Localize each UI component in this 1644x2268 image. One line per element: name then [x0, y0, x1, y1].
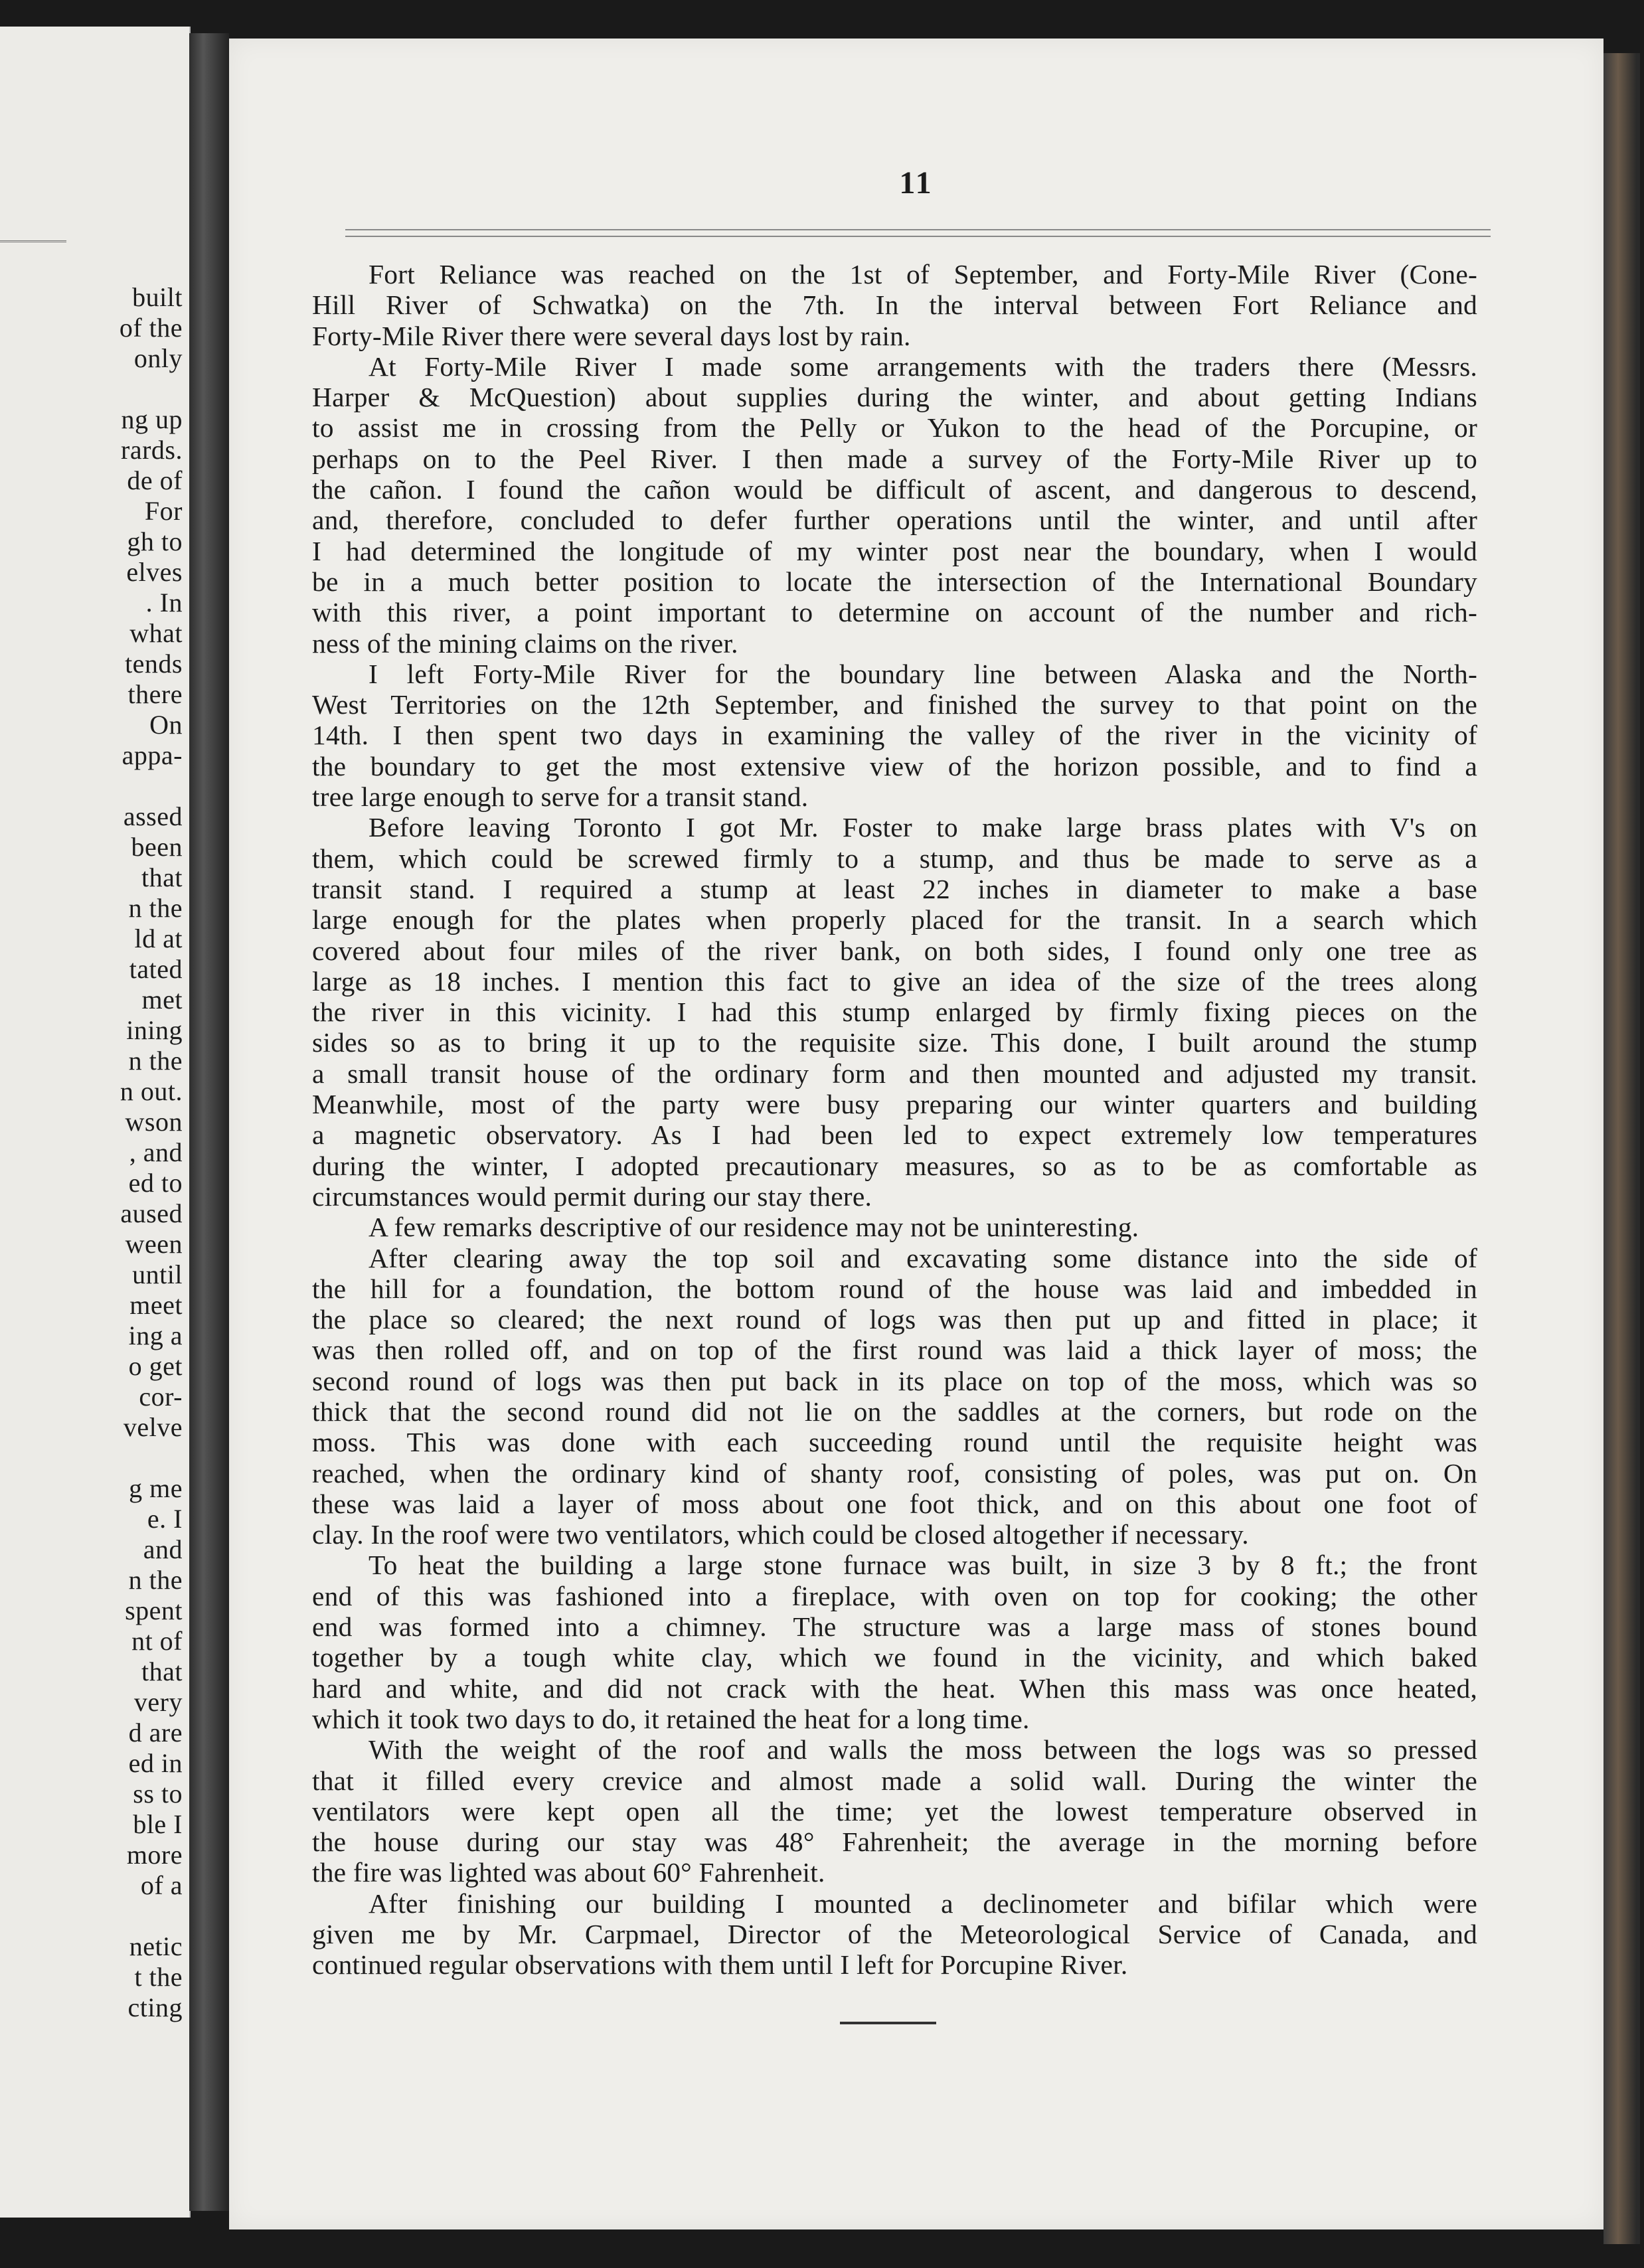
text-line: them, which could be screwed firmly to a stump, and thus be made to serve as a	[312, 843, 1477, 874]
previous-page-line: . In	[145, 588, 183, 617]
text-line: tree large enough to serve for a transit stand.	[312, 781, 809, 813]
previous-page-line: ining	[126, 1015, 183, 1045]
previous-page-line: been	[131, 832, 183, 862]
previous-page	[0, 27, 191, 2218]
previous-page-line: elves	[126, 557, 183, 587]
text-line: these was laid a layer of moss about one foot thick, and on this about one foot of	[312, 1488, 1477, 1519]
text-line: perhaps on to the Peel River. I then made a survey of the Forty-Mile River up to	[312, 443, 1477, 474]
text-line: end of this was fashioned into a fireplace, with oven on top for cooking; the other	[312, 1580, 1477, 1611]
text-line: to assist me in crossing from the Pelly or Yukon to the head of the Porcupine, or	[312, 412, 1477, 444]
previous-page-line: de of	[127, 465, 183, 495]
text-line: Before leaving Toronto I got Mr. Foster to make large brass plates with V's on	[369, 812, 1477, 843]
paragraph	[312, 1212, 1477, 1242]
previous-page-line: ween	[125, 1229, 183, 1259]
previous-page-line: cor-	[139, 1382, 183, 1412]
previous-page-line: what	[129, 618, 183, 648]
previous-page-line: d are	[128, 1718, 183, 1747]
text-line: second round of logs was then put back in its place on top of the moss, which was so	[312, 1365, 1477, 1396]
previous-page-line: wson	[125, 1107, 183, 1137]
previous-page-line: meet	[129, 1290, 183, 1320]
text-line: After finishing our building I mounted a declinometer and bifilar which were	[369, 1888, 1477, 1919]
text-line: clay. In the roof were two ventilators, which could be closed altogether if necessary.	[312, 1519, 1249, 1550]
previous-page-line: that	[141, 862, 183, 892]
text-line: the hill for a foundation, the bottom round of the house was laid and imbedded in	[312, 1273, 1477, 1304]
previous-page-line: On	[149, 710, 183, 740]
previous-page-line: tated	[129, 954, 183, 984]
previous-page-line: until	[132, 1259, 183, 1289]
previous-page-line: built	[132, 282, 183, 312]
previous-page-line: appa-	[122, 740, 183, 770]
text-line: sides so as to bring it up to the requisite size. This done, I built around the stump	[312, 1027, 1477, 1058]
text-line: the fire was lighted was about 60° Fahrenheit.	[312, 1857, 825, 1888]
previous-page-line: gh to	[127, 526, 183, 556]
text-line: Hill River of Schwatka) on the 7th. In the interval between Fort Reliance and	[312, 289, 1477, 321]
text-line: Forty-Mile River there were several days lost by rain.	[312, 320, 911, 351]
text-line: the place so cleared; the next round of logs was then put up and fitted in place; it	[312, 1304, 1477, 1335]
previous-page-line: ed in	[128, 1748, 183, 1778]
previous-page-line: e. I	[147, 1504, 183, 1534]
text-line: the house during our stay was 48° Fahrenheit; the average in the morning before	[312, 1826, 1477, 1858]
text-line: large enough for the plates when properly placed for the transit. In a search which	[312, 904, 1477, 935]
text-line: I left Forty-Mile River for the boundary line between Alaska and the North-	[369, 658, 1477, 689]
previous-page-line: aused	[120, 1198, 183, 1228]
previous-page-line: n out.	[120, 1076, 183, 1106]
previous-page-line: cting	[127, 1992, 183, 2022]
previous-page-line: only	[133, 343, 183, 373]
header-rule	[345, 229, 1491, 237]
text-line: and, therefore, concluded to defer further operations until the winter, and until after	[312, 505, 1477, 536]
text-line: Meanwhile, most of the party were busy preparing our winter quarters and building	[312, 1089, 1477, 1120]
text-line: end was formed into a chimney. The structure was a large mass of stones bound	[312, 1611, 1477, 1643]
previous-page-rule	[0, 240, 66, 242]
text-line: With the weight of the roof and walls the moss between the logs was so pressed	[369, 1734, 1477, 1765]
paragraph	[312, 812, 1477, 1212]
previous-page-line: For	[144, 496, 183, 526]
previous-page-line: ld at	[134, 924, 183, 953]
text-line: Harper & McQuestion) about supplies during the winter, and about getting Indians	[312, 382, 1477, 413]
previous-page-line: t the	[134, 1962, 183, 1992]
previous-page-line: tends	[125, 649, 183, 679]
text-line: covered about four miles of the river bank, on both sides, I found only one tree as	[312, 935, 1477, 966]
previous-page-line: n the	[128, 1046, 183, 1076]
previous-page-line: assed	[123, 801, 183, 831]
paragraph	[312, 659, 1477, 812]
text-line: moss. This was done with each succeeding round until the requisite height was	[312, 1427, 1477, 1458]
previous-page-line: and	[143, 1534, 183, 1564]
text-line: be in a much better position to locate the intersection of the International Boundary	[312, 566, 1477, 597]
text-line: At Forty-Mile River I made some arrangements with the traders there (Messrs.	[369, 351, 1477, 382]
text-line: I had determined the longitude of my winter post near the boundary, when I would	[312, 535, 1477, 566]
text-line: Fort Reliance was reached on the 1st of September, and Forty-Mile River (Cone-	[369, 259, 1477, 289]
previous-page-line: ing a	[128, 1321, 183, 1350]
end-rule	[840, 2022, 936, 2024]
previous-page-line	[3, 374, 183, 404]
previous-page-line: , and	[129, 1137, 183, 1167]
text-line: a small transit house of the ordinary form and then mounted and adjusted my transit.	[312, 1058, 1477, 1089]
text-line: a magnetic observatory. As I had been led to expect extremely low temperatures	[312, 1119, 1477, 1151]
previous-page-line: ss to	[133, 1779, 183, 1809]
previous-page-line: n the	[128, 893, 183, 923]
text-line: with this river, a point important to determine on account of the number and rich-	[312, 597, 1477, 628]
text-line: transit stand. I required a stump at least 22 inches in diameter to make a base	[312, 873, 1477, 904]
previous-page-line: nt of	[131, 1626, 183, 1656]
previous-page-line: o get	[128, 1351, 183, 1381]
previous-page-line: g me	[129, 1473, 183, 1503]
previous-page-line: ng up	[121, 404, 183, 434]
previous-page-line: of a	[140, 1870, 183, 1900]
text-line: was then rolled off, and on top of the first round was laid a thick layer of moss; the	[312, 1335, 1477, 1366]
text-line: continued regular observations with them until I left for Porcupine River.	[312, 1949, 1128, 1981]
previous-page-line: that	[141, 1657, 183, 1686]
previous-page-line: ble I	[133, 1809, 183, 1839]
previous-page-line	[3, 1443, 183, 1473]
text-line: given me by Mr. Carpmael, Director of the Meteorological Service of Canada, and	[312, 1919, 1477, 1950]
text-line: together by a tough white clay, which we found in the vicinity, and which baked	[312, 1642, 1477, 1673]
text-line: the cañon. I found the cañon would be difficult of ascent, and dangerous to descend,	[312, 474, 1477, 505]
text-line: the river in this vicinity. I had this stump enlarged by firmly fixing pieces on the	[312, 997, 1477, 1028]
text-line: ventilators were kept open all the time; yet the lowest temperature observed in	[312, 1795, 1477, 1826]
page-edge	[1603, 53, 1640, 2244]
previous-page-line: netic	[129, 1931, 183, 1961]
paragraph	[312, 1734, 1477, 1888]
paragraph	[312, 1888, 1477, 1981]
page-number: 11	[899, 165, 934, 201]
paragraph	[312, 1243, 1477, 1550]
text-line: West Territories on the 12th September, and finished the survey to that point on the	[312, 689, 1477, 720]
paragraph	[312, 1550, 1477, 1734]
previous-page-line: rards.	[121, 435, 183, 465]
previous-page-line: there	[127, 679, 183, 709]
text-line: After clearing away the top soil and excavating some distance into the side of	[369, 1242, 1477, 1273]
previous-page-line	[3, 1901, 183, 1931]
text-line: reached, when the ordinary kind of shanty roof, consisting of poles, was put on. On	[312, 1457, 1477, 1489]
previous-page-line: velve	[123, 1412, 183, 1442]
text-line: ness of the mining claims on the river.	[312, 627, 738, 659]
previous-page-line: met	[141, 985, 183, 1014]
text-line: the boundary to get the most extensive view of the horizon possible, and to find a	[312, 750, 1477, 781]
text-line: To heat the building a large stone furnace was built, in size 3 by 8 ft.; the front	[369, 1550, 1477, 1581]
previous-page-text-fragments	[3, 282, 183, 2023]
text-line: large as 18 inches. I mention this fact to give an idea of the size of the trees along	[312, 965, 1477, 997]
text-line: 14th. I then spent two days in examining the valley of the river in the vicinity of	[312, 720, 1477, 751]
previous-page-line: n the	[128, 1565, 183, 1595]
paragraph	[312, 259, 1477, 351]
previous-page-line	[3, 771, 183, 801]
text-line: that it filled every crevice and almost made a solid wall. During the winter the	[312, 1765, 1477, 1796]
text-line: thick that the second round did not lie on the saddles at the corners, but rode on the	[312, 1396, 1477, 1427]
previous-page-line: very	[133, 1687, 183, 1717]
previous-page-line: spent	[125, 1595, 183, 1625]
previous-page-line: of the	[119, 313, 183, 343]
previous-page-line: ed to	[128, 1168, 183, 1198]
text-line: hard and white, and did not crack with the heat. When this mass was once heated,	[312, 1672, 1477, 1704]
previous-page-line: more	[126, 1840, 183, 1870]
text-line: during the winter, I adopted precautionary measures, so as to be as comfortable as	[312, 1150, 1477, 1181]
text-line: which it took two days to do, it retained the heat for a long time.	[312, 1703, 1030, 1734]
text-line: circumstances would permit during our stay there.	[312, 1180, 872, 1212]
body-text	[312, 259, 1477, 1981]
book-gutter	[189, 33, 229, 2211]
paragraph	[312, 351, 1477, 659]
text-line: A few remarks descriptive of our residence may not be uninteresting.	[369, 1212, 1139, 1243]
